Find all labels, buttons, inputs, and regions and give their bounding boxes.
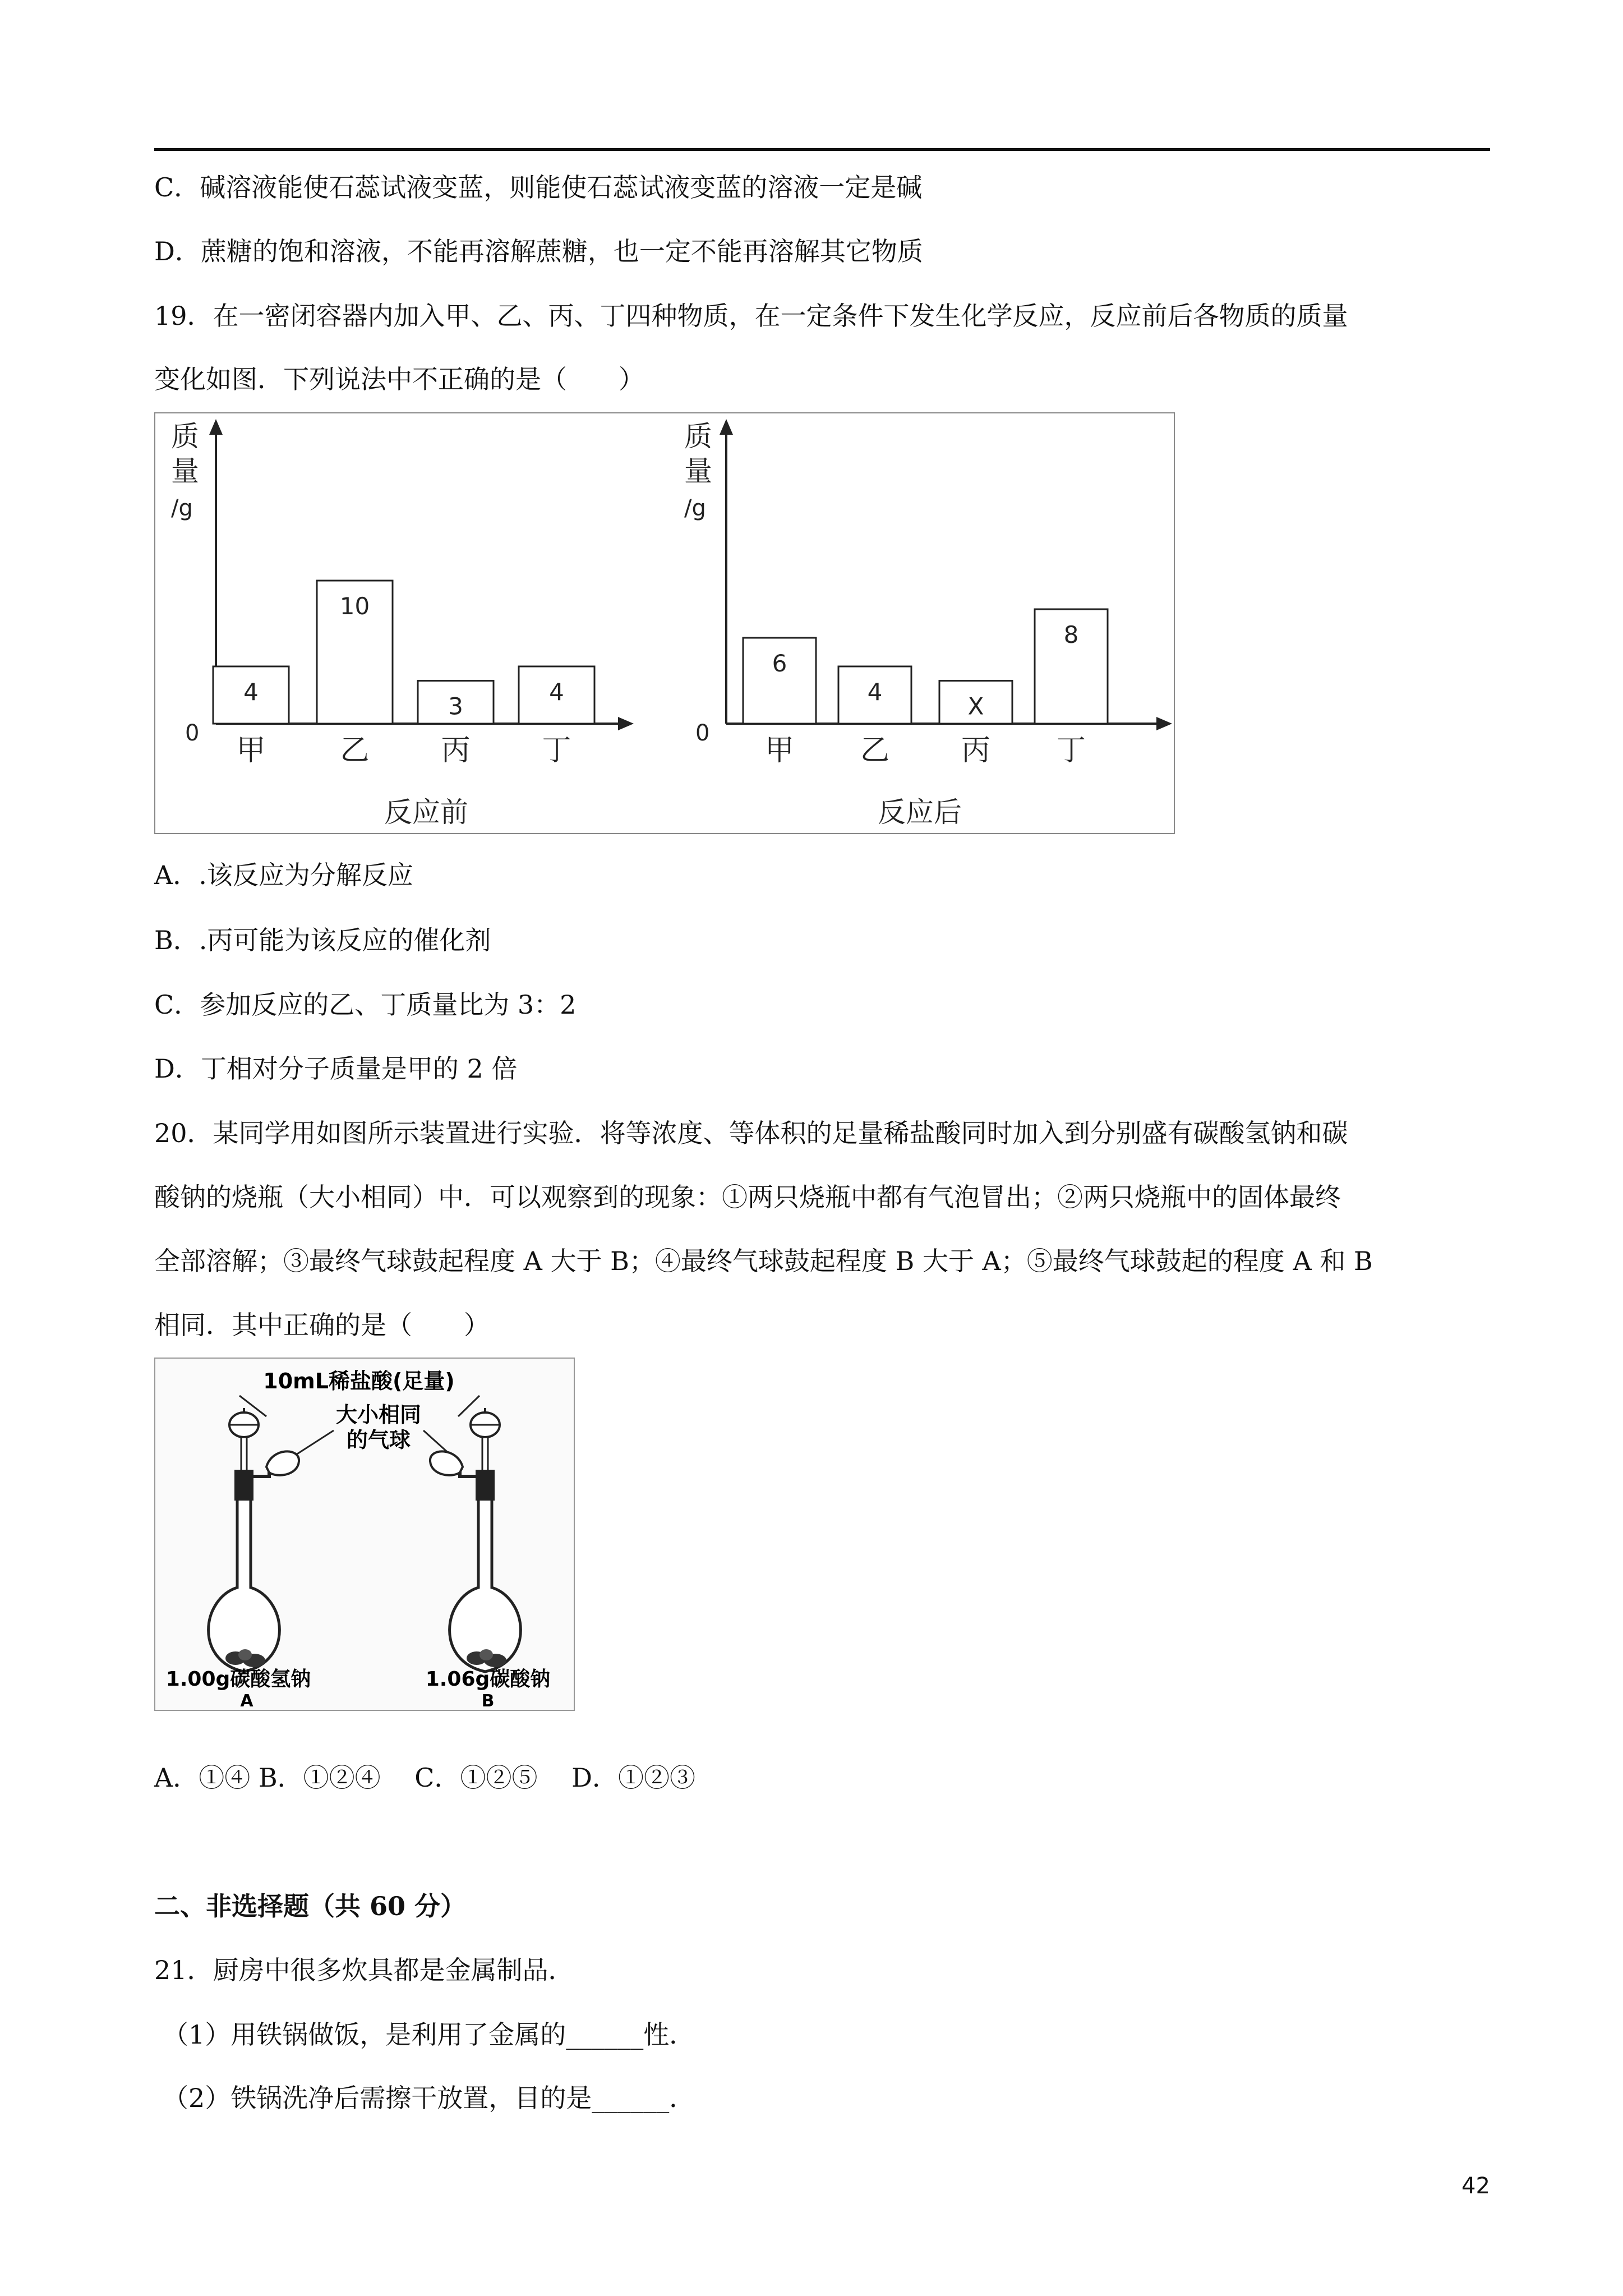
category-label: 乙 (860, 734, 890, 767)
section-2-heading: 二、非选择题（共 60 分） (154, 1891, 467, 1921)
y-axis-label: 质 (684, 420, 712, 453)
y-axis-label: 量 (171, 455, 199, 487)
page-number: 42 (1461, 2173, 1490, 2199)
q20-stem-line4: 相同．其中正确的是（ ） (154, 1310, 490, 1340)
category-label: 丙 (961, 734, 991, 767)
category-label: 丁 (542, 734, 571, 767)
chart-after (684, 419, 1172, 829)
q19-stem-line1: 19．在一密闭容器内加入甲、乙、丙、丁四种物质，在一定条件下发生化学反应，反应前后各物质的质量 (154, 301, 1348, 331)
bar-value-label: X (967, 692, 984, 720)
bar-value-label: 6 (772, 650, 787, 677)
y-axis-arrow (209, 419, 223, 435)
q19-option-a: A．.该反应为分解反应 (154, 860, 413, 890)
bar-value-label: 10 (339, 592, 370, 620)
q19-stem-line2: 变化如图．下列说法中不正确的是（ ） (154, 364, 644, 394)
category-label: 丙 (441, 734, 471, 767)
chart-title: 反应后 (878, 796, 962, 829)
y-axis-label: /g (684, 495, 706, 521)
bar-value-label: 4 (549, 678, 564, 706)
flask-a-label: 1.00g碳酸氢钠 (165, 1668, 311, 1691)
y-axis-label: /g (171, 495, 193, 521)
y-axis-arrow (720, 419, 733, 435)
x-axis-arrow (1156, 717, 1172, 730)
category-label: 丁 (1056, 734, 1086, 767)
stopper-a (234, 1470, 253, 1501)
q20-apparatus-figure (154, 1358, 575, 1711)
bar-value-label: 3 (448, 692, 463, 720)
category-label: 甲 (764, 734, 795, 767)
q19-figure (154, 412, 1175, 834)
flask-a-letter: A (240, 1691, 253, 1711)
q20-stem-line3: 全部溶解；③最终气球鼓起程度 A 大于 B；④最终气球鼓起程度 B 大于 A；⑤最终气球鼓起的程度 A 和 B (154, 1246, 1373, 1276)
x-axis-arrow (618, 717, 634, 730)
flask-b-label: 1.06g碳酸钠 (425, 1668, 551, 1691)
balloon-label-line1: 大小相同 (335, 1402, 422, 1427)
bar-value-label: 8 (1063, 621, 1079, 648)
chart-title: 反应前 (384, 796, 468, 829)
balloon-label-line2: 的气球 (346, 1428, 411, 1452)
y-axis-label: 量 (684, 455, 712, 487)
header-rule (154, 148, 1490, 151)
y-axis-label: 质 (171, 420, 199, 453)
q19-option-d: D．丁相对分子质量是甲的 2 倍 (154, 1053, 518, 1084)
q19-option-c: C．参加反应的乙、丁质量比为 3：2 (154, 990, 577, 1020)
bar-value-label: 4 (867, 678, 883, 706)
q21-sub2: （2）铁锅洗净后需擦干放置，目的是______． (163, 2083, 695, 2113)
q20-options: A．①④ B．①②④ C．①②⑤ D．①②③ (154, 1763, 695, 1793)
stopper-b (476, 1470, 495, 1501)
q20-stem-line2: 酸钠的烧瓶（大小相同）中．可以观察到的现象：①两只烧瓶中都有气泡冒出；②两只烧瓶中的固体最终 (154, 1182, 1341, 1212)
origin-label: 0 (185, 720, 200, 746)
q18-option-c: C．碱溶液能使石蕊试液变蓝，则能使石蕊试液变蓝的溶液一定是碱 (154, 172, 923, 203)
category-label: 乙 (340, 734, 370, 767)
figure-frame (155, 413, 1174, 834)
chart-before (171, 419, 634, 829)
q18-option-d: D．蔗糖的饱和溶液，不能再溶解蔗糖，也一定不能再溶解其它物质 (154, 236, 923, 266)
origin-label: 0 (695, 720, 710, 746)
category-label: 甲 (236, 734, 266, 767)
flask-b-letter: B (481, 1691, 495, 1711)
q21-sub1: （1）用铁锅做饭，是利用了金属的______性． (163, 2019, 695, 2050)
acid-label: 10mL稀盐酸(足量) (263, 1369, 455, 1393)
q20-stem-line1: 20．某同学用如图所示装置进行实验．将等浓度、等体积的足量稀盐酸同时加入到分别盛有碳酸氢钠和碳 (154, 1118, 1348, 1148)
q21-stem: 21．厨房中很多炊具都是金属制品． (154, 1955, 574, 1985)
q19-option-b: B．.丙可能为该反应的催化剂 (154, 925, 491, 955)
bar-value-label: 4 (243, 678, 259, 706)
